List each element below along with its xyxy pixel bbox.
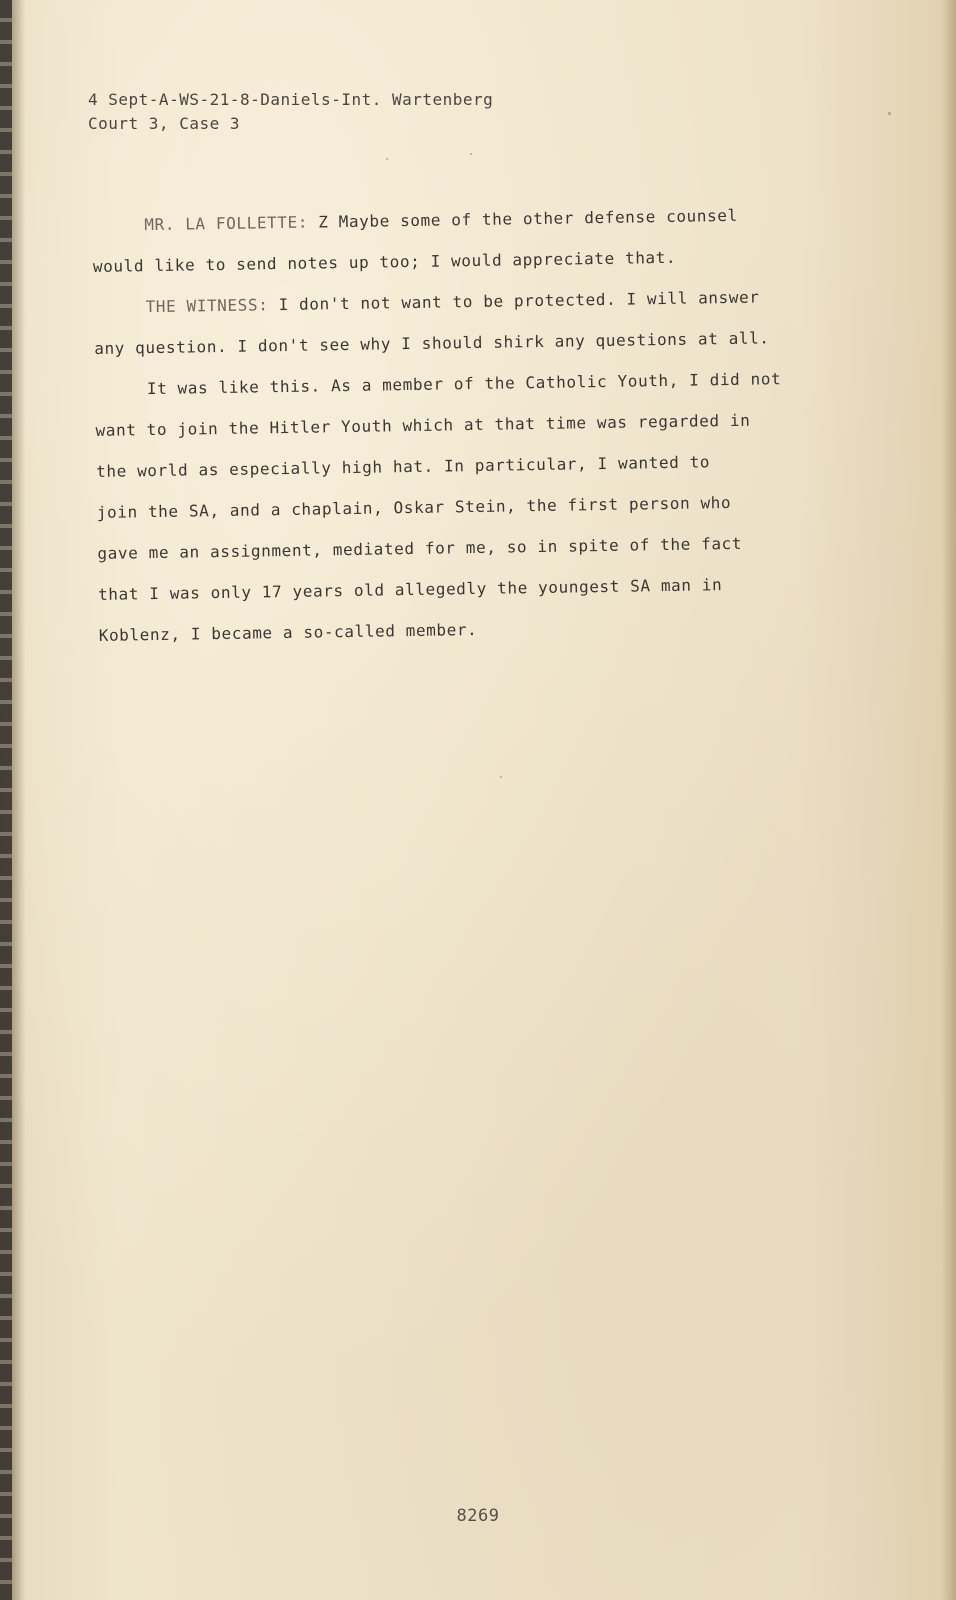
paper-speck (470, 153, 472, 155)
transcript-line: any question. I don't see why I should shirk any questions at all. (94, 328, 770, 358)
line-text: I don't not want to be protected. I will answer (278, 287, 760, 315)
line-text: Z Maybe some of the other defense counsel (318, 205, 738, 232)
transcript-line: join the SA, and a chaplain, Oskar Stein, the first person who (96, 492, 732, 522)
page-right-edge (942, 0, 956, 1600)
transcript-line: It was like this. As a member of the Catholic Youth, I did not (146, 369, 782, 399)
speaker-label: THE WITNESS: (145, 295, 269, 317)
transcript-line: gave me an assignment, mediated for me, so in spite of the fact (97, 533, 743, 563)
header-reference-line: 4 Sept-A-WS-21-8-Daniels-Int. Wartenberg (88, 90, 494, 109)
header-court-line: Court 3, Case 3 (88, 114, 240, 133)
speaker-label: MR. LA FOLLETTE: (144, 212, 309, 235)
transcript-line: the world as especially high hat. In particular, I wanted to (96, 452, 711, 481)
paper-speck (500, 776, 502, 778)
binding-edge (0, 0, 12, 1600)
paper-speck (888, 112, 891, 115)
page-number: 8269 (456, 1506, 500, 1526)
transcript-line: want to join the Hitler Youth which at that time was regarded in (95, 410, 751, 440)
transcript-body (92, 194, 799, 656)
document-header (88, 88, 493, 136)
transcript-line: would like to send notes up too; I would appreciate that. (92, 247, 677, 276)
transcript-line: Koblenz, I became a so-called member. (98, 620, 478, 645)
binding-shadow (12, 0, 26, 1600)
transcript-line: that I was only 17 years old allegedly the youngest SA man in (97, 575, 723, 604)
paper-speck (386, 158, 388, 160)
